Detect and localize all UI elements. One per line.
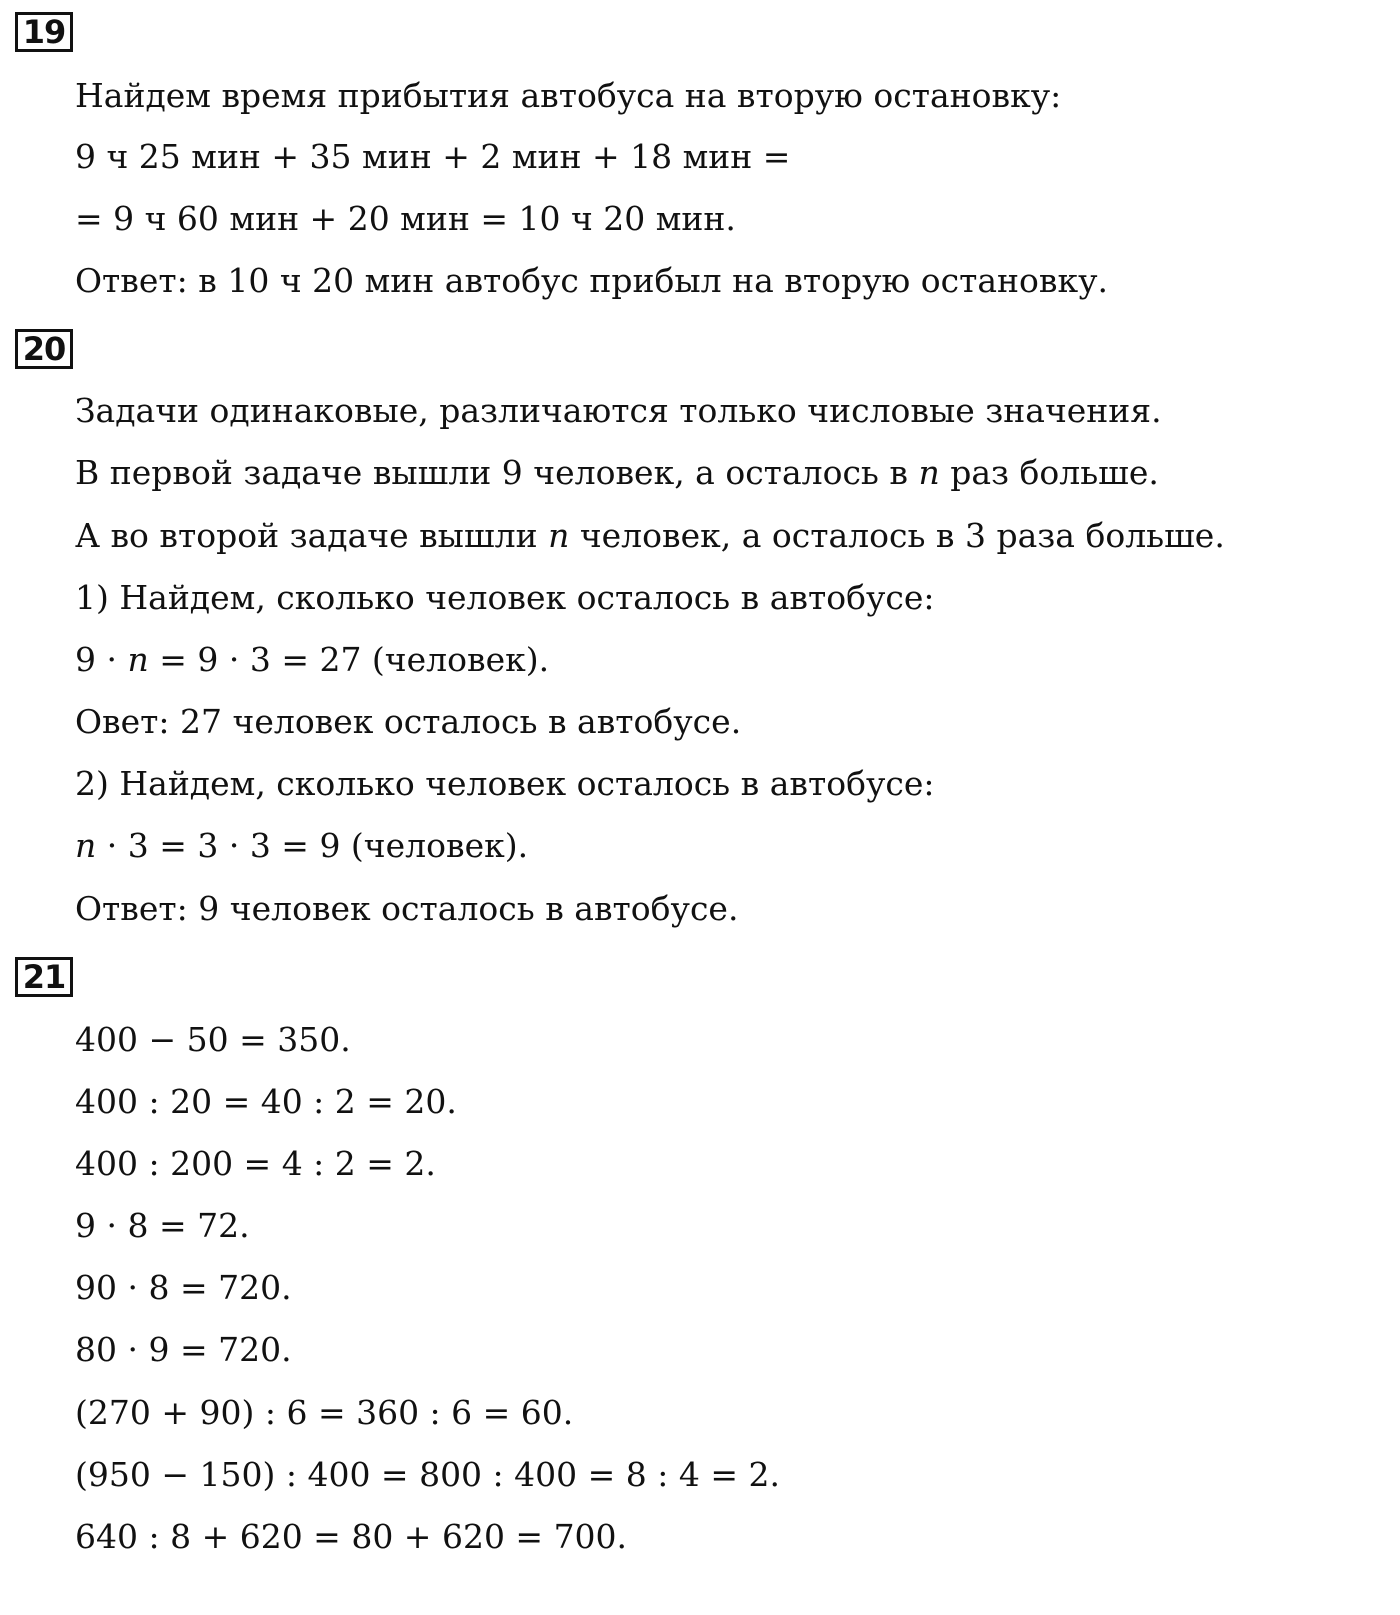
task-21-line-1: 400 − 50 = 350. (75, 1020, 351, 1059)
task-number-20: 20 (15, 329, 73, 369)
task-19-line-1: Найдем время прибытия автобуса на вторую остановку: (75, 76, 1062, 115)
task-21-line-4: 9 · 8 = 72. (75, 1206, 250, 1245)
task-20-line-5: 9 · n = 9 · 3 = 27 (человек). (75, 640, 550, 679)
task-21-line-2: 400 : 20 = 40 : 2 = 20. (75, 1082, 457, 1121)
task-20-line-2: В первой задаче вышли 9 человек, а осталось в n раз больше. (75, 453, 1159, 492)
task-20-line-4: 1) Найдем, сколько человек осталось в автобусе: (75, 578, 935, 617)
task-19-line-2: 9 ч 25 мин + 35 мин + 2 мин + 18 мин = (75, 137, 791, 176)
task-20-line-8: n · 3 = 3 · 3 = 9 (человек). (75, 826, 529, 865)
task-21-line-7: (270 + 90) : 6 = 360 : 6 = 60. (75, 1393, 574, 1432)
task-number-19: 19 (15, 12, 73, 52)
task-20-line-7: 2) Найдем, сколько человек осталось в автобусе: (75, 764, 935, 803)
task-20-line-9: Ответ: 9 человек осталось в автобусе. (75, 889, 739, 928)
task-21-line-5: 90 · 8 = 720. (75, 1268, 292, 1307)
task-20-line-3: А во второй задаче вышли n человек, а осталось в 3 раза больше. (75, 516, 1225, 555)
task-21-line-3: 400 : 200 = 4 : 2 = 2. (75, 1144, 436, 1183)
task-21-line-8: (950 − 150) : 400 = 800 : 400 = 8 : 4 = 2. (75, 1455, 780, 1494)
task-19-line-4: Ответ: в 10 ч 20 мин автобус прибыл на вторую остановку. (75, 261, 1108, 300)
task-21-line-9: 640 : 8 + 620 = 80 + 620 = 700. (75, 1517, 628, 1556)
task-number-21: 21 (15, 957, 73, 997)
task-19-line-3: = 9 ч 60 мин + 20 мин = 10 ч 20 мин. (75, 199, 736, 238)
task-20-line-1: Задачи одинаковые, различаются только числовые значения. (75, 391, 1162, 430)
task-21-line-6: 80 · 9 = 720. (75, 1330, 292, 1369)
task-20-line-6: Овет: 27 человек осталось в автобусе. (75, 702, 742, 741)
